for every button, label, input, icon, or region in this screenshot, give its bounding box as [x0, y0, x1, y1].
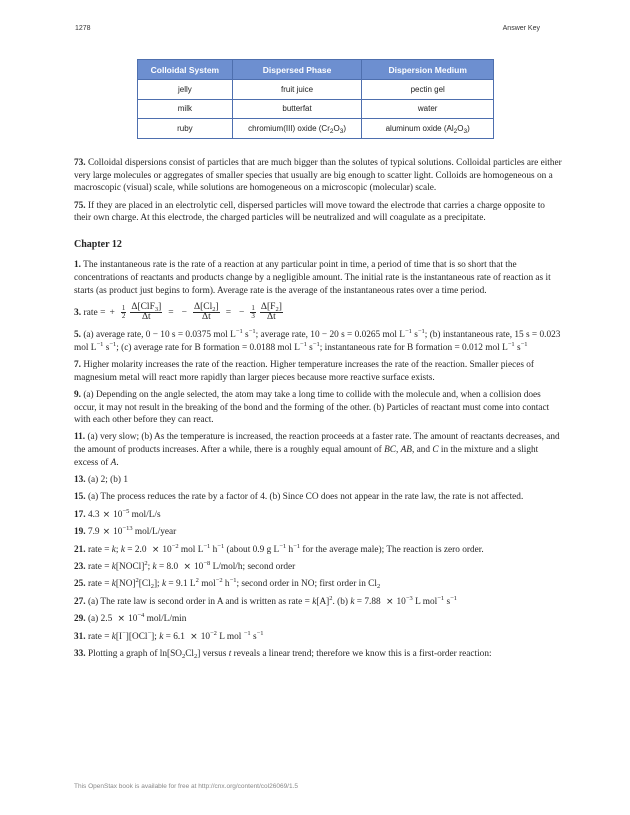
page-number: 1278: [75, 25, 91, 32]
answer-3-equation: 3. rate = + $\frac{1}{2}$ $\frac{\Delta[ClF_3]}{\Delta t}$ = − $\frac{\Delta[Cl_2]}{\Delta t}$ = − $\frac{1}{3}$ $\frac{\Delta[F_2]}{\Delta t}$: [74, 302, 282, 323]
table-cell: jelly: [138, 80, 233, 100]
answer-9: 9. (a) Depending on the angle selected, the atom may take a long time to collide with the molecule and, when a collision does occur, it may not result in the breaking of the bond and the forming of the other. (b) Particles of reactant must come into contact with each other before they can react.: [74, 389, 550, 426]
answer-29: 29. (a) $2.5 \times 10^{-4}$ mol/L/min: [74, 612, 187, 625]
colloid-table: [137, 59, 494, 139]
answer-1: 1. The instantaneous rate is the rate of a reaction at any particular point in time, a period of time that is so short that the concentrations of reactants and products change by a negligible amount. The initial rate is the instantaneous rate of reaction as it starts (as product just begins to form). Average rate is the average of the instantaneous rates over a time period.: [74, 260, 551, 296]
chapter-heading: Chapter 12: [74, 238, 122, 250]
answer-73: 73. Colloidal dispersions consist of particles that are much bigger than the solutes of typical solutions. Colloidal particles are either very large molecules or aggregates of smaller species that usually are big enough to scatter light. Colloids are homogeneous on a macroscopic (visual) scale, while solutions are homogeneous on a microscopic (molecular) scale.: [74, 158, 562, 194]
answer-23: 23. rate = k[NOCl]$^2$; $k = 8.0 \times 10^{-8}$ L/mol/h; second order: [74, 560, 296, 573]
column-header: Colloidal System: [138, 60, 233, 80]
answer-27: 27. (a) The rate law is second order in A and is written as rate = $k[A]^2$. (b) $k = 7.88 \times 10^{-3}$ L mol$^{-1}$ $s^{-1}$: [74, 594, 457, 607]
answer-5: 5. (a) average rate, 0 − 10 s = 0.0375 mol $L^{-1}$ $s^{-1}$; average rate, 10 − 20 s = 0.0265 mol $L^{-1}$ $s^{-1}$; (b) instantaneous rate, 15 s = 0.023 mol $L^{-1}$ $s^{-1}$; (c) average rate for B formation = 0.0188 mol $L^{-1}$ $s^{-1}$; instantaneous rate for B formation = 0.012 mol $L^{-1}$ $s^{-1}$: [74, 327, 561, 353]
answer-15: 15. (a) The process reduces the rate by a factor of 4. (b) Since CO does not appear in the rate law, the rate is not affected.: [74, 492, 524, 503]
answer-17: 17. $4.3 \times 10^{-5}$ mol/L/s: [74, 507, 161, 520]
answer-25: 25. rate = $k[NO]^2[Cl_2]$; k = 9.1 $L^2$ mol$^{-2}$ $h^{-1}$; second order in NO; first order in $Cl_2$: [74, 577, 381, 591]
answer-13: 13. (a) 2; (b) 1: [74, 475, 128, 486]
table-row: [138, 80, 494, 100]
answer-11: 11. (a) very slow; (b) As the temperature is increased, the reaction proceeds at a faster rate. The amount of reactants decreases, and the amount of products increases. After a while, there is a roughly equal amount of BC, AB, and C in the mixture and a slight excess of A.: [74, 432, 560, 468]
answer-75: 75. If they are placed in an electrolytic cell, dispersed particles will move toward the electrode that carries a charge opposite to their own charge. At this electrode, the charged particles will be neutralized and will coagulate as a precipitate.: [74, 200, 545, 224]
answer-content: [74, 157, 564, 665]
table-cell: butterfat: [232, 99, 362, 119]
answer-21: 21. rate = k; $k = 2.0 \times 10^{-2}$ mol $L^{-1}$ $h^{-1}$ (about 0.9 g $L^{-1}$ $h^{-1}$ for the average male); The reaction is zero order.: [74, 542, 484, 555]
answer-19: 19. $7.9 \times 10^{-13}$ mol/L/year: [74, 525, 177, 538]
footer-note: This OpenStax book is available for free at http://cnx.org/content/col26069/1.5: [74, 783, 299, 790]
table-row: [138, 119, 494, 139]
table-cell: chromium(III) oxide $(Cr_2O_3)$: [232, 119, 362, 139]
answer-7: 7. Higher molarity increases the rate of the reaction. Higher temperature increases the rate of the reaction. Smaller pieces of magnesium metal will react more rapidly than larger pieces because more reactive surface exists.: [74, 359, 535, 383]
table-cell: aluminum oxide $(Al_2O_3)$: [362, 119, 494, 139]
table-cell: pectin gel: [362, 80, 494, 100]
table-cell: fruit juice: [232, 80, 362, 100]
column-header: Dispersion Medium: [362, 60, 494, 80]
column-header: Dispersed Phase: [232, 60, 362, 80]
answer-33: 33. Plotting a graph of $\ln[SO_2Cl_2]$ versus t reveals a linear trend; therefore we know this is a first-order reaction:: [74, 648, 492, 660]
table-cell: ruby: [138, 119, 233, 139]
table-cell: water: [362, 99, 494, 119]
table-header-row: [138, 60, 494, 80]
answer-31: 31. rate = k[I−][OCl−]; $k = 6.1 \times 10^{-2}$ L mol $^{-1}$ $s^{-1}$: [74, 629, 264, 642]
section-title: Answer Key: [502, 25, 540, 32]
table-cell: milk: [138, 99, 233, 119]
table-row: [138, 99, 494, 119]
